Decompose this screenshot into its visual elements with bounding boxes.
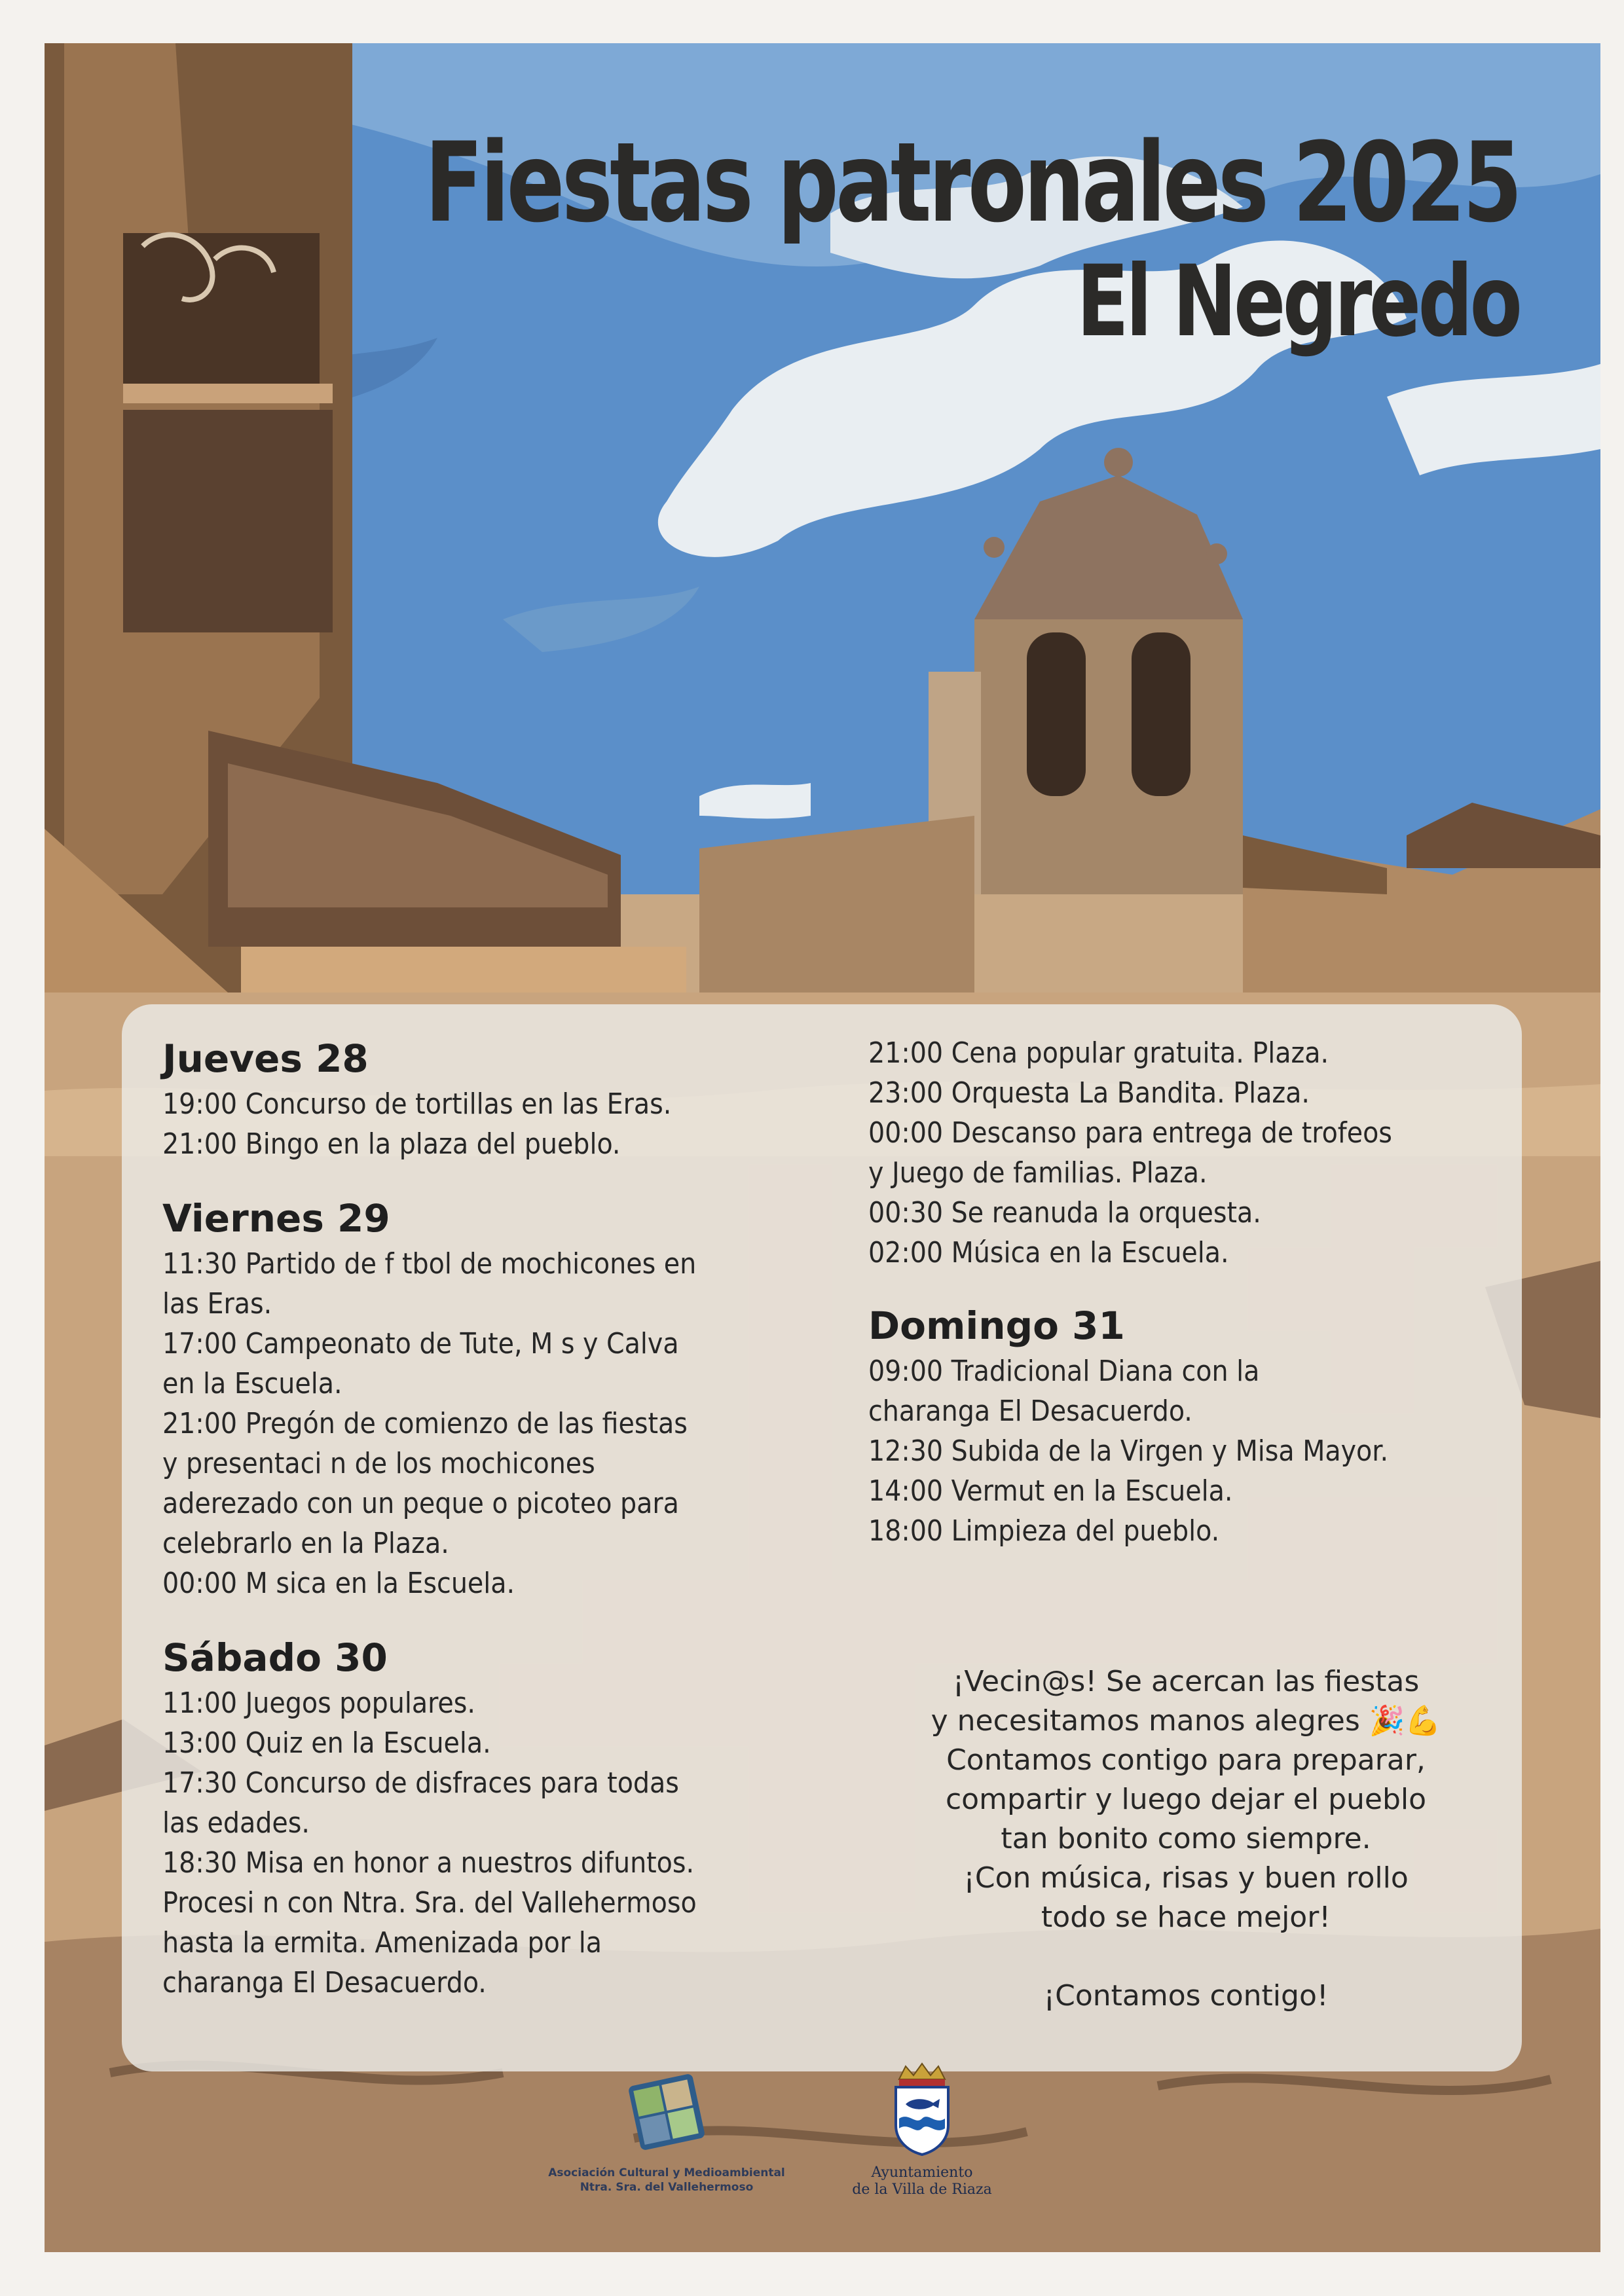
town-hall-name bbox=[824, 2164, 1020, 2198]
event-line: charanga El Desacuerdo. bbox=[868, 1394, 1192, 1428]
event-line: 00:00 M sica en la Escuela. bbox=[162, 1567, 515, 1600]
event-line: 17:30 Concurso de disfraces para todas bbox=[162, 1766, 679, 1800]
event-line: 09:00 Tradicional Diana con la bbox=[868, 1355, 1260, 1388]
event-line: 00:00 Descanso para entrega de trofeos bbox=[868, 1116, 1392, 1150]
day-jueves bbox=[162, 1033, 804, 1164]
town-hall-logo bbox=[824, 2060, 1020, 2198]
town-line: de la Villa de Riaza bbox=[852, 2181, 992, 2198]
event-list bbox=[868, 1351, 1510, 1551]
event-line: 17:00 Campeonato de Tute, M s y Calva bbox=[162, 1327, 679, 1360]
event-line: 11:00 Juegos populares. bbox=[162, 1686, 475, 1720]
promo-line: ¡Con música, risas y buen rollo bbox=[963, 1861, 1409, 1895]
poster bbox=[45, 43, 1600, 2252]
photo-collage-icon bbox=[618, 2073, 716, 2158]
event-line: 18:30 Misa en honor a nuestros difuntos. bbox=[162, 1846, 695, 1880]
association-line: Asociación Cultural y Medioambiental bbox=[548, 2166, 785, 2179]
coat-of-arms-icon bbox=[886, 2060, 958, 2158]
event-line: las Eras. bbox=[162, 1287, 272, 1321]
poster-title: Fiestas patronales 2025 bbox=[424, 118, 1519, 247]
event-line: 11:30 Partido de f tbol de mochicones en bbox=[162, 1247, 697, 1281]
event-line: y Juego de familias. Plaza. bbox=[868, 1156, 1208, 1190]
day-domingo bbox=[868, 1300, 1510, 1551]
event-line: 14:00 Vermut en la Escuela. bbox=[868, 1474, 1233, 1508]
event-line: las edades. bbox=[162, 1806, 310, 1840]
promo-line: tan bonito como siempre. bbox=[1001, 1822, 1371, 1855]
promo-line: Contamos contigo para preparar, bbox=[946, 1743, 1426, 1777]
event-line: 21:00 Bingo en la plaza del pueblo. bbox=[162, 1127, 621, 1161]
day-sabado bbox=[162, 1632, 804, 2003]
event-line: 13:00 Quiz en la Escuela. bbox=[162, 1726, 491, 1760]
event-list bbox=[162, 1683, 804, 2003]
event-line: 02:00 Música en la Escuela. bbox=[868, 1236, 1229, 1269]
event-list bbox=[162, 1084, 804, 1164]
event-line: 21:00 Pregón de comienzo de las fiestas bbox=[162, 1407, 688, 1440]
event-line: 21:00 Cena popular gratuita. Plaza. bbox=[868, 1036, 1329, 1070]
day-viernes bbox=[162, 1193, 804, 1603]
event-line: en la Escuela. bbox=[162, 1367, 342, 1400]
promo-line: compartir y luego dejar el pueblo bbox=[945, 1783, 1427, 1816]
event-line: charanga El Desacuerdo. bbox=[162, 1966, 487, 1999]
saturday-continued-list bbox=[868, 1033, 1510, 1273]
association-line: Ntra. Sra. del Vallehermoso bbox=[580, 2181, 754, 2194]
day-title: Sábado 30 bbox=[162, 1635, 388, 1680]
event-line: hasta la ermita. Amenizada por la bbox=[162, 1926, 602, 1959]
day-title: Viernes 29 bbox=[162, 1196, 390, 1241]
event-line: 12:30 Subida de la Virgen y Misa Mayor. bbox=[868, 1434, 1389, 1468]
town-line: Ayuntamiento bbox=[871, 2164, 973, 2181]
event-line: 18:00 Limpieza del pueblo. bbox=[868, 1514, 1220, 1548]
schedule-column-right bbox=[868, 1033, 1510, 1580]
association-logo bbox=[529, 2073, 804, 2195]
schedule-panel bbox=[122, 1004, 1522, 2071]
poster-header bbox=[116, 120, 1519, 359]
promo-line: ¡Vecin@s! Se acercan las fiestas bbox=[952, 1665, 1420, 1698]
event-list bbox=[162, 1244, 804, 1603]
association-name bbox=[529, 2166, 804, 2195]
event-line: y presentaci n de los mochicones bbox=[162, 1447, 595, 1480]
event-line: 00:30 Se reanuda la orquesta. bbox=[868, 1196, 1261, 1230]
promo-line: todo se hace mejor! bbox=[1041, 1901, 1331, 1934]
day-title: Domingo 31 bbox=[868, 1303, 1125, 1348]
poster-subtitle: El Negredo bbox=[1076, 245, 1519, 359]
event-line: Procesi n con Ntra. Sra. del Vallehermoso bbox=[162, 1886, 697, 1920]
event-line: aderezado con un peque o picoteo para bbox=[162, 1487, 679, 1520]
schedule-column-left bbox=[162, 1033, 804, 2032]
volunteer-message bbox=[881, 1662, 1490, 2016]
spacer bbox=[881, 1937, 1490, 1977]
day-title: Jueves 28 bbox=[162, 1036, 369, 1081]
promo-line: y necesitamos manos alegres 🎉💪 bbox=[931, 1704, 1441, 1738]
event-line: 23:00 Orquesta La Bandita. Plaza. bbox=[868, 1076, 1310, 1110]
event-line: celebrarlo en la Plaza. bbox=[162, 1527, 449, 1560]
sponsor-logos bbox=[45, 2060, 1600, 2243]
promo-closing: ¡Contamos contigo! bbox=[1043, 1979, 1329, 2013]
event-line: 19:00 Concurso de tortillas en las Eras. bbox=[162, 1087, 672, 1121]
